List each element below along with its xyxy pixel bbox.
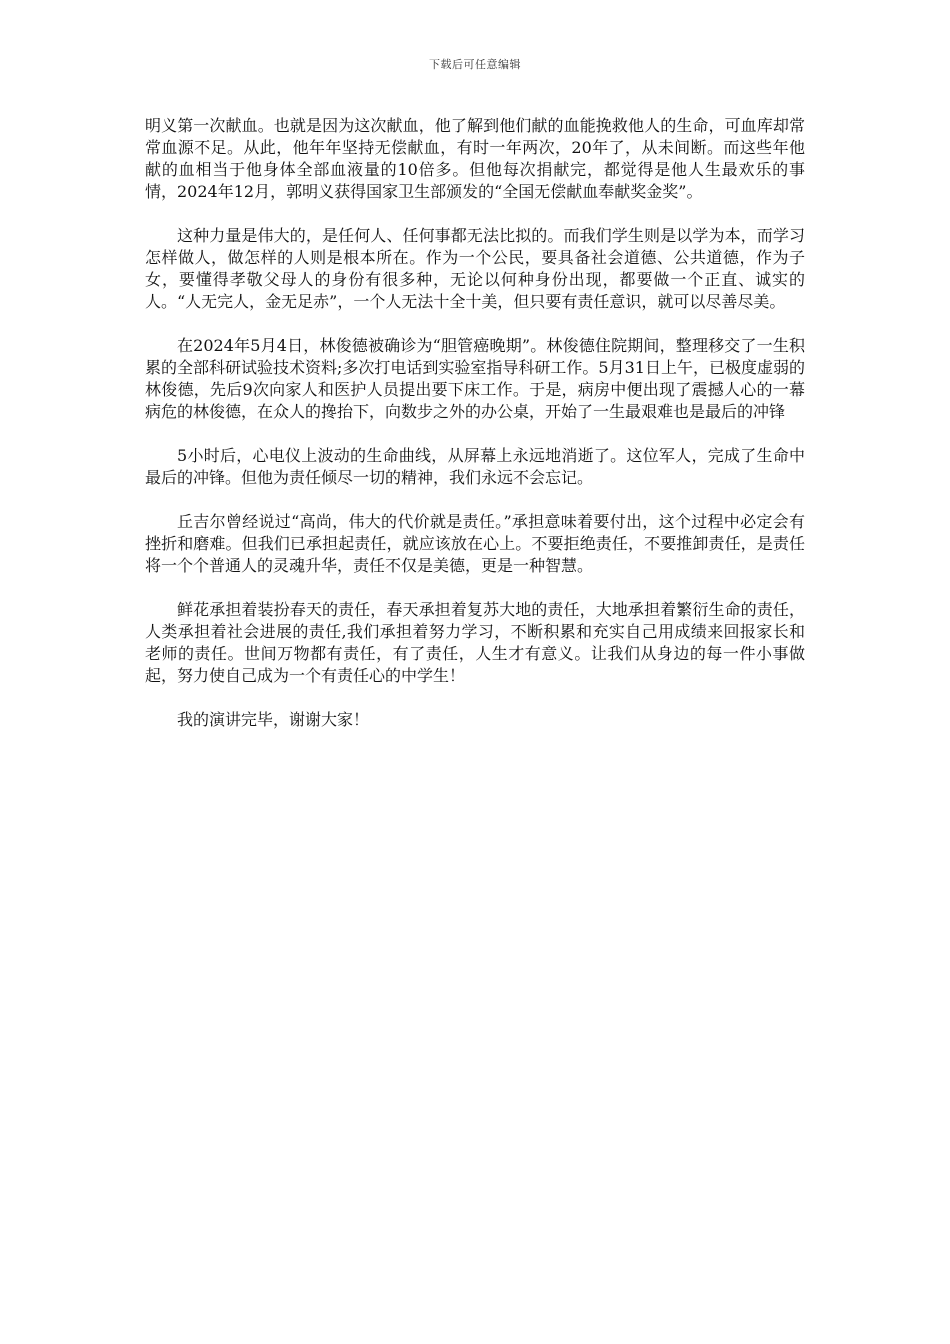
- paragraph-1: 明义第一次献血。也就是因为这次献血，他了解到他们献的血能挽救他人的生命，可血库却常常血源不足。从此，他年年坚持无偿献血，有时一年两次，20年了，从未间断。而这些年他献的血相当于他身体全部血液量的10倍多。但他每次捐献完，都觉得是他人生最欢乐的事情，2024年12月，郭明义获得国家卫生部颁发的“全国无偿献血奉献奖金奖”。: [145, 116, 805, 201]
- paragraph-3: 在2024年5月4日，林俊德被确诊为“胆管癌晚期”。林俊德住院期间，整理移交了一生积累的全部科研试验技术资料;多次打电话到实验室指导科研工作。5月31日上午，已极度虚弱的林俊德，先后9次向家人和医护人员提出要下床工作。于是，病房中便出现了震撼人心的一幕病危的林俊德，在众人的搀抬下，向数步之外的办公桌，开始了一生最艰难也是最后的冲锋: [145, 336, 805, 421]
- paragraph-5: 丘吉尔曾经说过“高尚，伟大的代价就是责任。”承担意味着要付出，这个过程中必定会有挫折和磨难。但我们已承担起责任，就应该放在心上。不要拒绝责任，不要推卸责任，是责任将一个个普通人的灵魂升华，责任不仅是美德，更是一种智慧。: [145, 512, 805, 575]
- document-body: [145, 115, 805, 753]
- paragraph-2: 这种力量是伟大的，是任何人、任何事都无法比拟的。而我们学生则是以学为本，而学习怎样做人，做怎样的人则是根本所在。作为一个公民，要具备社会道德、公共道德，作为子女，要懂得孝敬父母人的身份有很多种，无论以何种身份出现，都要做一个正直、诚实的人。“人无完人，金无足赤”，一个人无法十全十美，但只要有责任意识，就可以尽善尽美。: [145, 226, 805, 311]
- paragraph-6: 鲜花承担着装扮春天的责任，春天承担着复苏大地的责任，大地承担着繁衍生命的责任，人类承担着社会进展的责任,我们承担着努力学习，不断积累和充实自己用成绩来回报家长和老师的责任。世间万物都有责任，有了责任，人生才有意义。让我们从身边的每一件小事做起，努力使自己成为一个有责任心的中学生！: [145, 600, 805, 685]
- paragraph-7: 我的演讲完毕，谢谢大家！: [177, 710, 370, 729]
- paragraph-4: 5小时后，心电仪上波动的生命曲线，从屏幕上永远地消逝了。这位军人，完成了生命中最后的冲锋。但他为责任倾尽一切的精神，我们永远不会忘记。: [145, 446, 805, 487]
- page-header: 下载后可任意编辑: [429, 58, 521, 71]
